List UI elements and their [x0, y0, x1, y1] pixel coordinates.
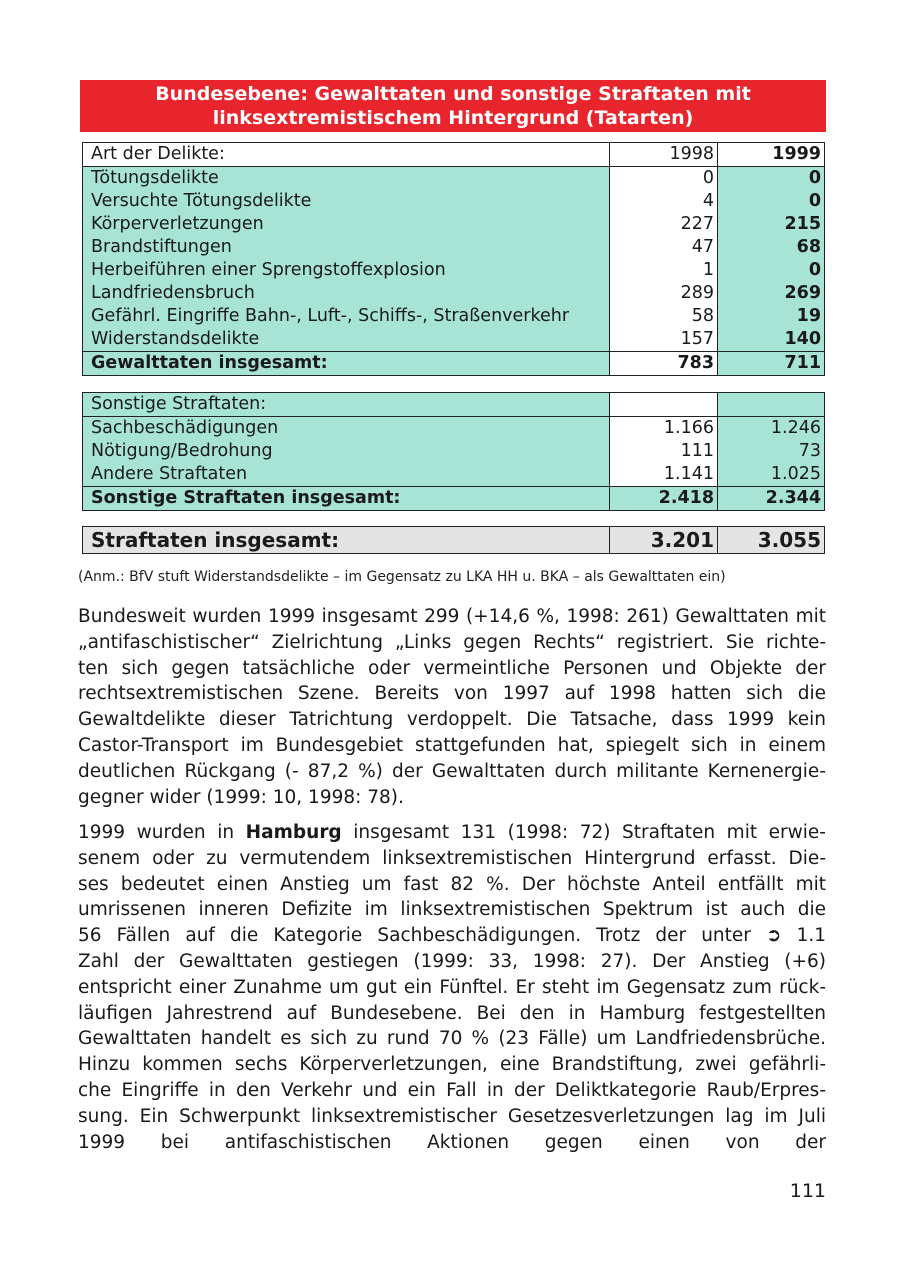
row-label: Landfriedensbruch: [83, 282, 610, 305]
grand-total-1999: 3.055: [718, 527, 825, 554]
row-1998: 0: [610, 167, 718, 191]
row-1999: 68: [718, 236, 825, 259]
text-line: sung. Ein Schwerpunkt linksextremistischer Gesetzesverletzungen lag im Juli: [78, 1105, 826, 1127]
text-line: deutlichen Rückgang (- 87,2 %) der Gewalttaten durch militante Kernenergie-: [78, 760, 826, 782]
total-1998: 2.418: [610, 487, 718, 511]
text-line: Gewalttaten handelt es sich zu rund 70 % (23 Fälle) um Landfriedensbrüche.: [78, 1028, 826, 1050]
row-1999: 1.025: [718, 463, 825, 487]
row-1998: 227: [610, 213, 718, 236]
text-line: Hinzu kommen sechs Körperverletzungen, eine Brandstiftung, zwei gefährli-: [78, 1054, 826, 1076]
row-label: Widerstandsdelikte: [83, 328, 610, 352]
text-line: „antifaschistischer“ Zielrichtung „Links gegen Rechts“ registriert. Sie richte-: [78, 631, 826, 653]
text-line: gegner wider (1999: 10, 1998: 78).: [78, 786, 404, 808]
row-1999: 215: [718, 213, 825, 236]
row-1999: 269: [718, 282, 825, 305]
total-1999: 711: [718, 352, 825, 376]
grand-total-label: Straftaten insgesamt:: [83, 527, 610, 554]
row-1999: 73: [718, 440, 825, 463]
row-label: Körperverletzungen: [83, 213, 610, 236]
table-row: [83, 305, 825, 328]
grand-total-1998: 3.201: [610, 527, 718, 554]
violence-table: [82, 142, 825, 376]
text-line: [78, 923, 826, 949]
header-cell-1999: [718, 393, 825, 417]
table-row: [83, 440, 825, 463]
title-line-1: Bundesebene: Gewalttaten und sonstige Straftaten mit: [155, 83, 751, 105]
row-1998: 1.141: [610, 463, 718, 487]
paragraph-1: [78, 604, 826, 810]
row-1998: 47: [610, 236, 718, 259]
title-line-2: linksextremistischem Hintergrund (Tatarten): [212, 107, 694, 129]
table-row: [83, 259, 825, 282]
header-cell-1998: 1998: [610, 143, 718, 167]
text-line: entspricht einer Zunahme um gut ein Fünftel. Er steht im Gegensatz zum rück-: [78, 976, 826, 998]
text-fragment: 56 Fällen auf die Kategorie Sachbeschädigungen. Trotz der unter: [78, 925, 751, 947]
text-line: 1999 bei antifaschistischen Aktionen gegen einen von der: [78, 1131, 826, 1153]
row-label: Sachbeschädigungen: [83, 417, 610, 441]
row-label: Brandstiftungen: [83, 236, 610, 259]
paragraph-2: [78, 820, 826, 1155]
row-label: Andere Straftaten: [83, 463, 610, 487]
row-1999: 140: [718, 328, 825, 352]
total-label: Gewalttaten insgesamt:: [83, 352, 610, 376]
text-line: rechtsextremistischen Szene. Bereits von 1997 auf 1998 hatten sich die: [78, 683, 826, 705]
row-label: Versuchte Tötungsdelikte: [83, 190, 610, 213]
hamburg-bold: Hamburg: [245, 822, 342, 843]
table-title-banner: [80, 80, 826, 132]
text-fragment: 1999 wurden in: [78, 822, 235, 843]
arrow-right-icon: ➲: [765, 925, 782, 947]
text-fragment: insgesamt 131 (1998: 72) Straftaten mit erwie-: [353, 822, 826, 843]
row-1999: 19: [718, 305, 825, 328]
table-row: [83, 167, 825, 191]
text-line: che Eingriffe in den Verkehr und ein Fall in der Deliktkategorie Raub/Erpres-: [78, 1079, 826, 1101]
row-1998: 4: [610, 190, 718, 213]
row-label: Nötigung/Bedrohung: [83, 440, 610, 463]
text-line: umrissenen inneren Defizite im linksextremistischen Spektrum ist auch die: [78, 899, 826, 921]
text-line: Bundesweit wurden 1999 insgesamt 299 (+14,6 %, 1998: 261) Gewalttaten mit: [78, 606, 826, 627]
row-1999: 0: [718, 167, 825, 191]
table-row: [83, 236, 825, 259]
table-row: [83, 282, 825, 305]
row-label: Herbeiführen einer Sprengstoffexplosion: [83, 259, 610, 282]
table-row: [83, 190, 825, 213]
text-line: läufigen Jahrestrend auf Bundesebene. Bei den in Hamburg festgestellten: [78, 1002, 826, 1024]
total-label: Sonstige Straftaten insgesamt:: [83, 487, 610, 511]
table-note: (Anm.: BfV stuft Widerstandsdelikte – im Gegensatz zu LKA HH u. BKA – als Gewalttaten ein): [78, 569, 726, 585]
grand-total-table: [82, 526, 825, 554]
total-1999: 2.344: [718, 487, 825, 511]
header-cell-1998: [610, 393, 718, 417]
row-1998: 289: [610, 282, 718, 305]
text-line: ten sich gegen tatsächliche oder vermeintliche Personen und Objekte der: [78, 657, 826, 679]
table-header-row: [83, 393, 825, 417]
table-row: [83, 328, 825, 352]
other-total-row: [83, 487, 825, 511]
row-1998: 1: [610, 259, 718, 282]
page-number: 111: [789, 1180, 826, 1202]
row-1998: 157: [610, 328, 718, 352]
text-line: Castor-Transport im Bundesgebiet stattgefunden hat, spiegelt sich in einem: [78, 734, 826, 756]
grand-total-row: [83, 527, 825, 554]
total-1998: 783: [610, 352, 718, 376]
text-line: Zahl der Gewalttaten gestiegen (1999: 33, 1998: 27). Der Anstieg (+6): [78, 950, 826, 972]
header-cell-1999: 1999: [718, 143, 825, 167]
text-line: Gewaltdelikte dieser Tatrichtung verdoppelt. Die Tatsache, dass 1999 kein: [78, 709, 826, 731]
row-1998: 1.166: [610, 417, 718, 441]
table-row: [83, 213, 825, 236]
text-line: [78, 820, 826, 846]
row-1998: 58: [610, 305, 718, 328]
row-1998: 111: [610, 440, 718, 463]
table-header-row: [83, 143, 825, 167]
header-cell-label: Sonstige Straftaten:: [83, 393, 610, 417]
row-1999: 0: [718, 190, 825, 213]
header-cell-label: Art der Delikte:: [83, 143, 610, 167]
table-row: [83, 463, 825, 487]
row-1999: 0: [718, 259, 825, 282]
text-line: senem oder zu vermutendem linksextremistischen Hintergrund erfasst. Die-: [78, 847, 826, 869]
violence-total-row: [83, 352, 825, 376]
table-row: [83, 417, 825, 441]
other-offenses-table: [82, 392, 825, 511]
row-label: Tötungsdelikte: [83, 167, 610, 191]
section-ref: 1.1: [796, 925, 826, 947]
row-1999: 1.246: [718, 417, 825, 441]
row-label: Gefährl. Eingriffe Bahn-, Luft-, Schiffs-, Straßenverkehr: [83, 305, 610, 328]
text-line: ses bedeutet einen Anstieg um fast 82 %. Der höchste Anteil entfällt mit: [78, 873, 826, 895]
